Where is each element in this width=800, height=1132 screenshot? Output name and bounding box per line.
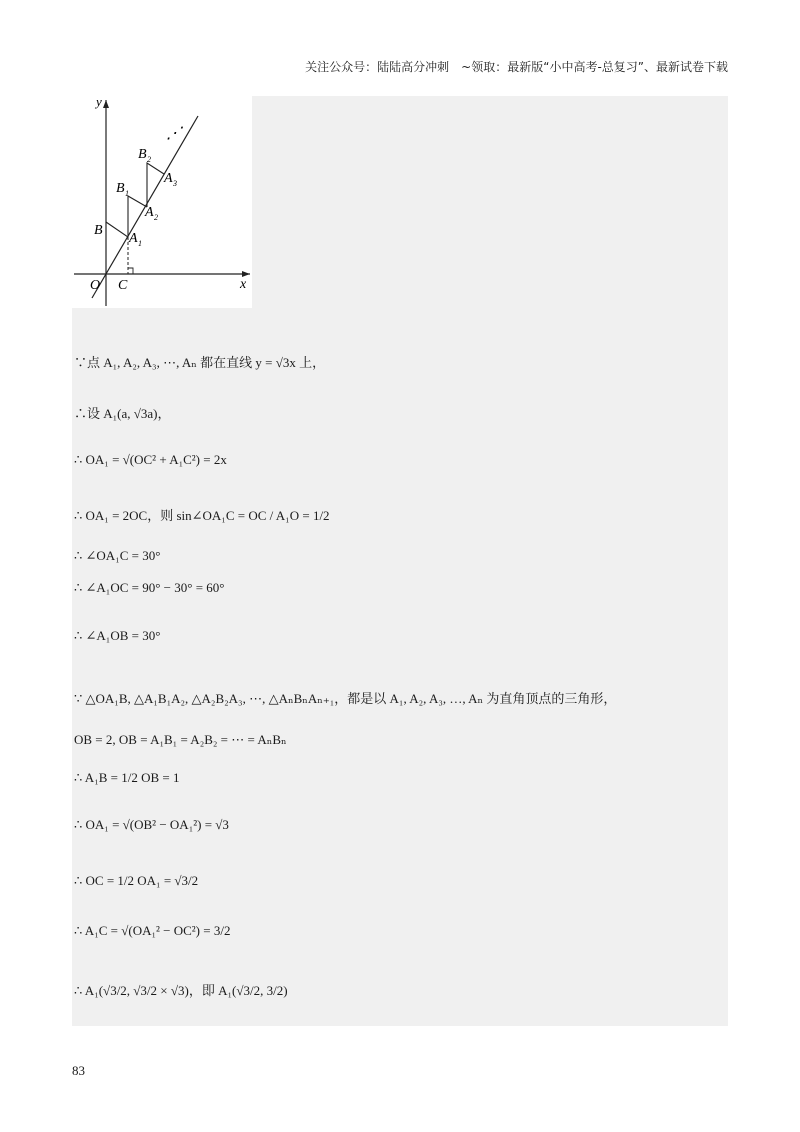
- label-a3: A: [164, 171, 173, 186]
- y-axis-arrow: [103, 100, 109, 108]
- solution-line-10: ∴ A₁B = 1/2 OB = 1: [74, 770, 180, 785]
- label-o: O: [90, 278, 101, 293]
- solution-line-14: ∴ A₁(√3/2, √3/2 × √3)，即 A₁(√3/2, 3/2): [74, 983, 288, 998]
- label-a3-sub: 3: [173, 179, 177, 188]
- label-a1: A: [129, 231, 138, 246]
- label-b2: B: [138, 147, 147, 162]
- solution-line-11: ∴ OA₁ = √(OB² − OA₁²) = √3: [74, 817, 229, 832]
- solution-line-4: ∴ OA₁ = 2OC，则 sin∠OA₁C = OC / A₁O = 1/2: [74, 508, 330, 523]
- solution-line-13: ∴ A₁C = √(OA₁² − OC²) = 3/2: [74, 923, 231, 938]
- solution-line-1: ∵点 A₁, A₂, A₃, ⋯, Aₙ 都在直线 y = √3x 上，: [74, 355, 326, 370]
- solution-line-8: ∵ △OA₁B, △A₁B₁A₂, △A₂B₂A₃, ⋯, △AₙBₙAₙ₊₁，都是以 A₁, A₂, A₃, …, Aₙ 为直角顶点的三角形，: [74, 691, 617, 706]
- solution-line-7: ∴ ∠A₁OB = 30°: [74, 628, 161, 643]
- label-b2-sub: 2: [147, 155, 151, 164]
- label-y: y: [96, 96, 102, 109]
- coordinate-figure: [72, 96, 252, 308]
- page-header: 关注公众号：陆陆高分冲刺 ~领取：最新版“小中高考-总复习”、最新试卷下载: [305, 60, 728, 74]
- solution-line-5: ∴ ∠OA₁C = 30°: [74, 548, 161, 563]
- solution-line-6: ∴ ∠A₁OC = 90° − 30° = 60°: [74, 580, 225, 595]
- label-c: C: [118, 278, 128, 293]
- label-dots: ⋰: [166, 125, 182, 142]
- label-x: x: [240, 277, 247, 292]
- label-a2: A: [145, 205, 154, 220]
- label-a2-sub: 2: [154, 213, 158, 222]
- solution-line-9: OB = 2, OB = A₁B₁ = A₂B₂ = ⋯ = AₙBₙ: [74, 732, 287, 747]
- label-a1-sub: 1: [138, 239, 142, 248]
- label-b: B: [94, 223, 103, 238]
- solution-line-12: ∴ OC = 1/2 OA₁ = √3/2: [74, 873, 199, 888]
- solution-line-3: ∴ OA₁ = √(OC² + A₁C²) = 2x: [74, 452, 227, 467]
- triangle-oa1b: [106, 222, 128, 237]
- right-angle-mark-c: [128, 268, 133, 274]
- label-b1: B: [116, 181, 125, 196]
- label-b1-sub: 1: [125, 189, 129, 198]
- triangle-a2b2a3: [147, 163, 164, 207]
- solution-line-2: ∴设 A₁(a, √3a)，: [74, 406, 171, 421]
- page-number: 83: [72, 1063, 85, 1078]
